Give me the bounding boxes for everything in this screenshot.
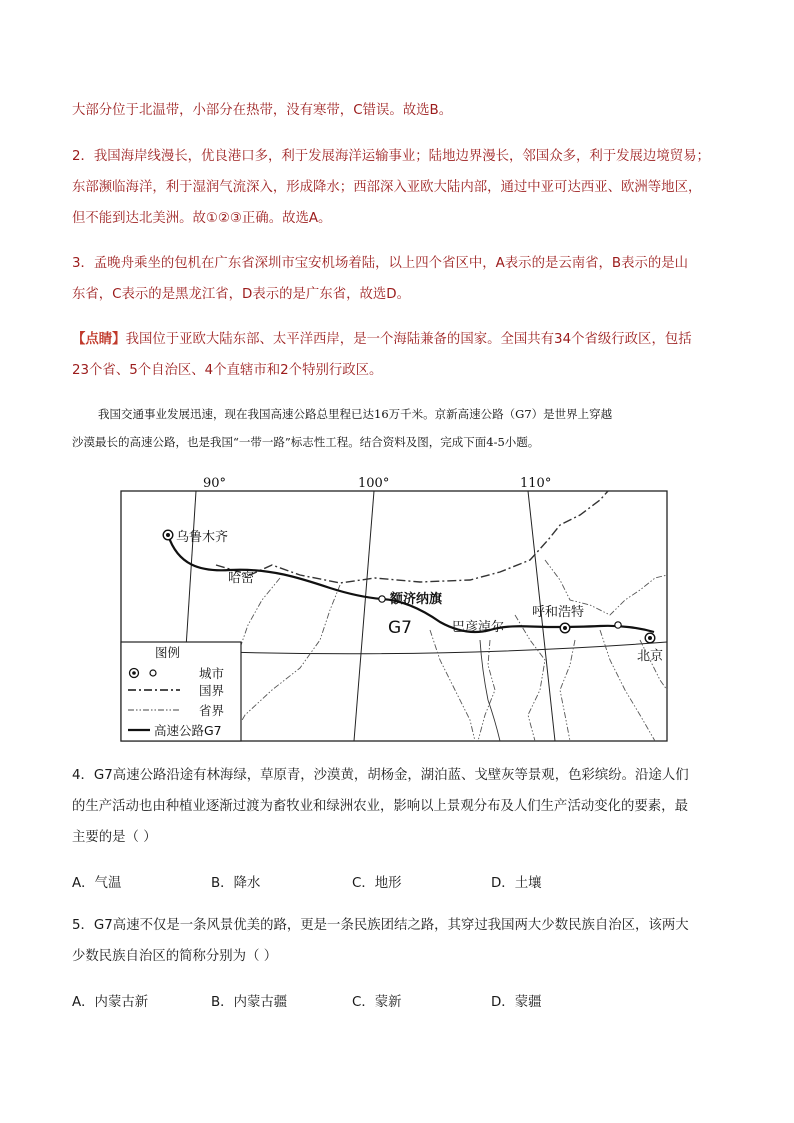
lon-label-110: 110° [520, 476, 552, 491]
hohhot-marker-dot [563, 626, 567, 630]
national-border [216, 491, 608, 583]
ejina-marker [379, 596, 385, 602]
legend-town-icon [150, 670, 156, 676]
q5-option-b[interactable]: B．内蒙古疆 [211, 995, 288, 1010]
q5-option-a[interactable]: A．内蒙古新 [72, 995, 149, 1010]
q4-option-b[interactable]: B．降水 [211, 876, 261, 891]
q4-option-a[interactable]: A．气温 [72, 876, 122, 891]
intro-line-2: 沙漠最长的高速公路，也是我国“一带一路”标志性工程。结合资料及图，完成下面4-5小题。 [72, 435, 540, 449]
label-urumqi: 乌鲁木齐 [176, 530, 229, 545]
label-hohhot: 呼和浩特 [532, 605, 585, 620]
lon-label-90: 90° [203, 476, 227, 491]
label-ejina: 额济纳旗 [390, 592, 443, 607]
legend-provincial: 省界 [199, 703, 225, 718]
urumqi-marker-dot [166, 533, 170, 537]
q4-line-2: 的生产活动也由种植业逐渐过渡为畜牧业和绿洲农业，影响以上景观分布及人们生产活动变化的要素，最 [72, 799, 688, 814]
q4-line-1: 4．G7高速公路沿途有林海绿，草原青，沙漠黄，胡杨金，湖泊蓝、戈壁灰等景观，色彩缤纷。沿途人们 [72, 768, 689, 783]
answer-2-line-1: 2．我国海岸线漫长，优良港口多，利于发展海洋运输事业；陆地边界漫长，邻国众多，利于发展边境贸易； [72, 149, 710, 164]
label-g7: G7 [388, 618, 412, 638]
intro-line-1: 我国交通事业发展迅速，现在我国高速公路总里程已达16万千米。京新高速公路（G7）是世界上穿越 [98, 407, 613, 421]
q5-option-c[interactable]: C．蒙新 [352, 995, 402, 1010]
meridian-90 [186, 491, 196, 648]
legend-title: 图例 [155, 645, 181, 660]
beijing-marker-dot [648, 636, 652, 640]
tip-line-1: 我国位于亚欧大陆东部、太平洋西岸，是一个海陆兼备的国家。全国共有34个省级行政区，包括 [125, 332, 692, 347]
label-beijing: 北京 [637, 649, 664, 664]
meridian-100 [354, 491, 374, 741]
legend-highway: 高速公路G7 [154, 723, 222, 738]
tip-line-2: 23个省、5个自治区、4个直辖市和2个特别行政区。 [72, 363, 383, 378]
answer-2-line-3: 但不能到达北美洲。故①②③正确。故选A。 [72, 211, 332, 226]
map-legend [121, 642, 241, 741]
answer-3-line-1: 3．孟晚舟乘坐的包机在广东省深圳市宝安机场着陆，以上四个省区中，A表示的是云南省，B表示的是山 [72, 256, 689, 271]
answer-3-line-2: 东省，C表示的是黑龙江省，D表示的是广东省，故选D。 [72, 287, 410, 302]
lon-label-100: 100° [358, 476, 390, 491]
label-hami: 哈密 [228, 571, 255, 586]
q5-line-1: 5．G7高速不仅是一条风景优美的路，更是一条民族团结之路，其穿过我国两大少数民族自治区，该两大 [72, 918, 689, 933]
question-4 [72, 760, 727, 853]
question-5 [72, 910, 727, 972]
q4-option-c[interactable]: C．地形 [352, 876, 402, 891]
q4-line-3: 主要的是（ ） [72, 830, 157, 845]
q5-line-2: 少数民族自治区的简称分别为（ ） [72, 949, 278, 964]
label-bayannur: 巴彦淖尔 [452, 620, 505, 635]
legend-city: 城市 [199, 666, 225, 681]
provincial-borders [230, 560, 667, 741]
river-line [480, 640, 500, 741]
q5-option-d[interactable]: D．蒙疆 [491, 995, 542, 1010]
answer-line-1: 大部分位于北温带，小部分在热带，没有寒带，C错误。故选B。 [72, 103, 453, 118]
extra-city-marker [615, 622, 621, 628]
q4-option-d[interactable]: D．土壤 [491, 876, 542, 891]
tip-label: 【点睛】 [72, 332, 126, 347]
answer-2-line-2: 东部濒临海洋，利于湿润气流深入，形成降水；西部深入亚欧大陆内部，通过中亚可达西亚、欧洲等地区， [72, 180, 702, 195]
legend-national: 国界 [199, 683, 225, 698]
